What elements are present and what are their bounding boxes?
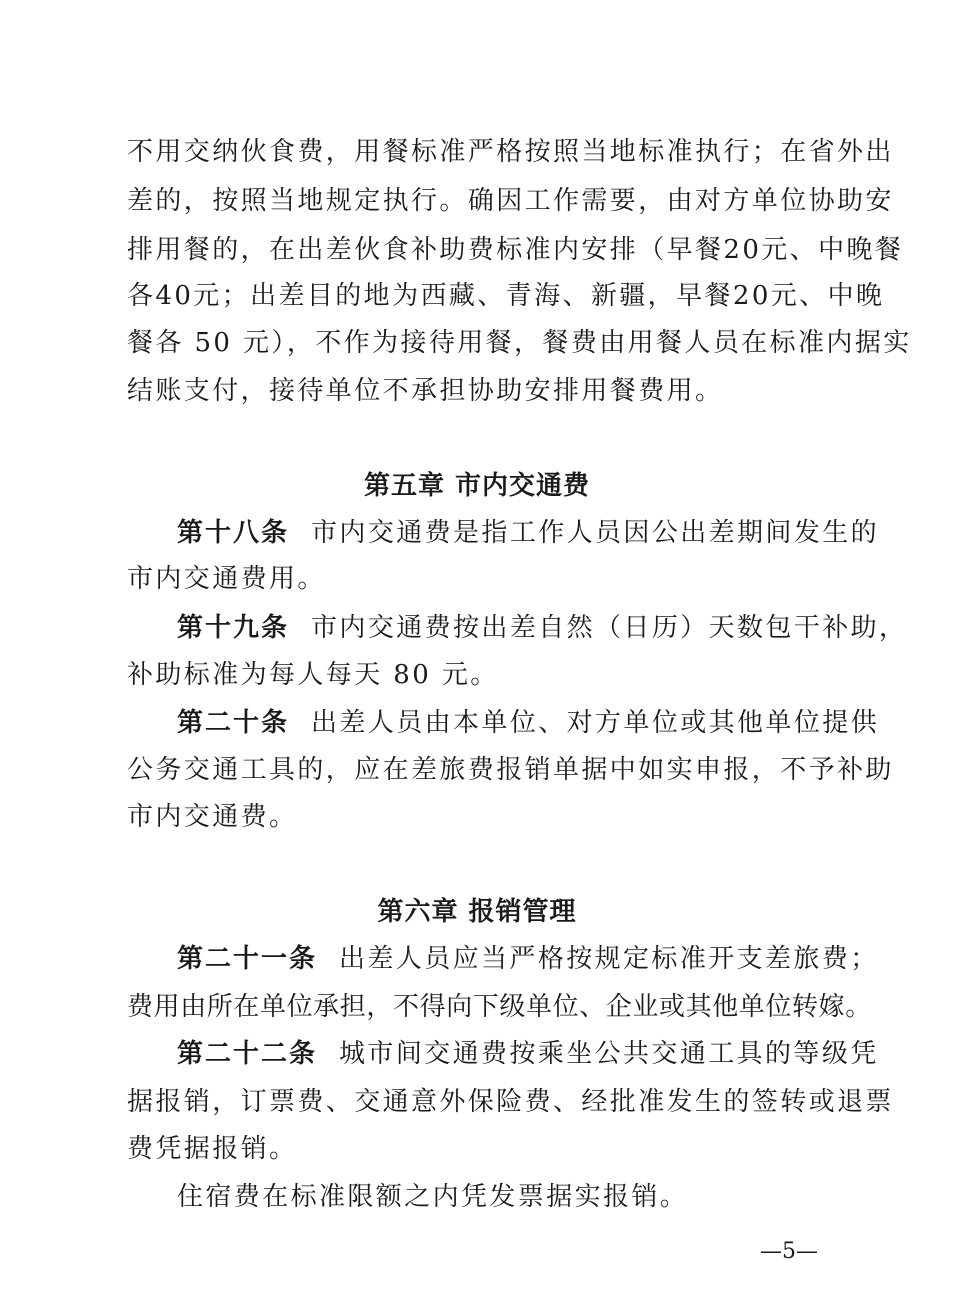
article-label: 第二十一条 (177, 944, 318, 974)
chapter-number: 第五章 (363, 471, 445, 501)
chapter-heading (0, 469, 954, 503)
body-paragraph: 住宿费在标准限额之内凭发票据实报销。 (177, 1182, 689, 1212)
body-line: 据报销，订票费、交通意外保险费、经批准发生的签转或退票 (127, 1087, 894, 1117)
article-first-line (177, 516, 880, 550)
body-line: 费凭据报销。 (127, 1134, 298, 1164)
body-line: 各40元；出差目的地为西藏、青海、新疆，早餐20元、中晚 (127, 281, 885, 311)
body-line: 餐各 50 元），不作为接待用餐，餐费由用餐人员在标准内据实 (127, 328, 912, 358)
body-line: 公务交通工具的，应在差旅费报销单据中如实申报，不予补助 (127, 755, 894, 785)
body-line: 费用由所在单位承担，不得向下级单位、企业或其他单位转嫁。 (127, 992, 872, 1022)
body-line: 结账支付，接待单位不承担协助安排用餐费用。 (127, 376, 724, 406)
article-text: 市内交通费是指工作人员因公出差期间发生的 (311, 518, 880, 548)
article-text: 城市间交通费按乘坐公共交通工具的等级凭 (339, 1039, 879, 1069)
page-number: —5— (760, 1239, 818, 1264)
chapter-title: 市内交通费 (455, 471, 591, 501)
chapter-heading (0, 895, 954, 929)
article-label: 第二十二条 (177, 1039, 318, 1069)
chapter-number: 第六章 (377, 897, 459, 927)
article-first-line (177, 706, 880, 740)
body-line: 差的，按照当地规定执行。确因工作需要，由对方单位协助安 (127, 186, 894, 216)
article-label: 第十九条 (177, 613, 290, 643)
article-text: 出差人员由本单位、对方单位或其他单位提供 (311, 708, 880, 738)
body-line: 补助标准为每人每天 80 元。 (127, 660, 499, 690)
body-line: 市内交通费。 (127, 802, 298, 832)
article-first-line (177, 942, 879, 976)
article-label: 第十八条 (177, 518, 290, 548)
article-text: 市内交通费按出差自然（日历）天数包干补助， (311, 613, 908, 643)
body-line: 不用交纳伙食费，用餐标准严格按照当地标准执行；在省外出 (127, 137, 894, 167)
article-text: 出差人员应当严格按规定标准开支差旅费； (339, 944, 879, 974)
article-label: 第二十条 (177, 708, 290, 738)
body-line: 市内交通费用。 (127, 564, 326, 594)
chapter-title: 报销管理 (468, 897, 577, 927)
article-first-line (177, 611, 908, 645)
article-first-line (177, 1037, 879, 1071)
body-line: 排用餐的，在出差伙食补助费标准内安排（早餐20元、中晚餐 (127, 235, 904, 265)
